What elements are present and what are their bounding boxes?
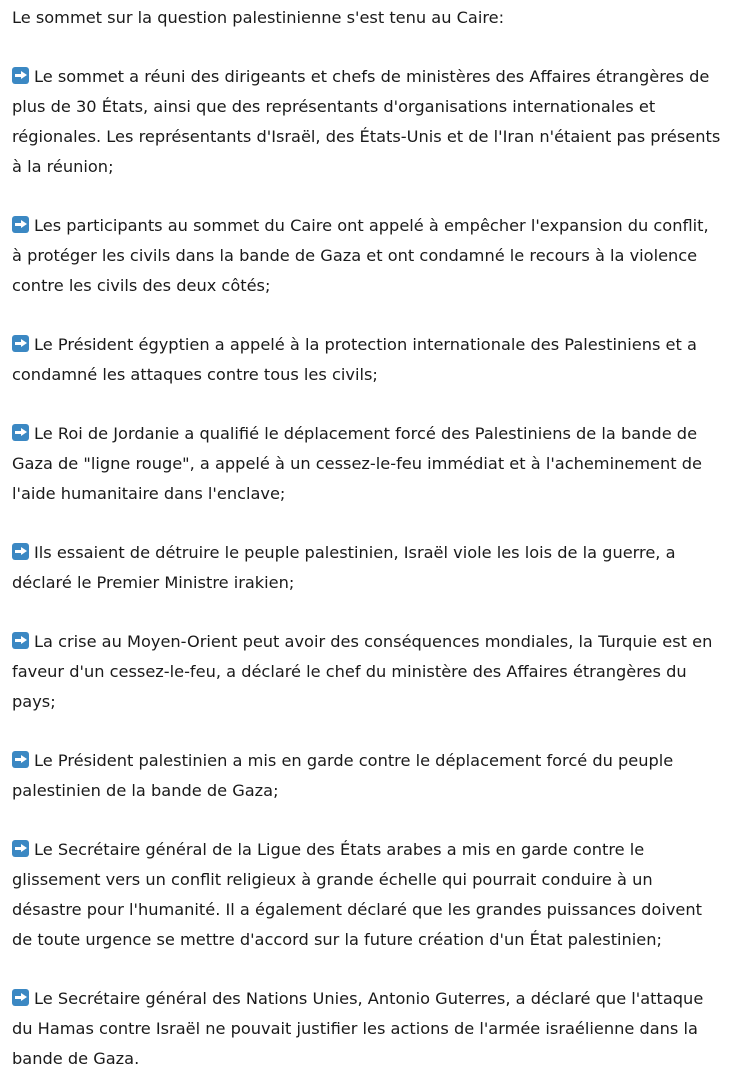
list-item-text: Le Secrétaire général des Nations Unies, Antonio Guterres, a déclaré que l'attaque du Hamas contre Israël ne pouvait justifier les actions de l'armée israélienne dans la bande de Gaza. [12, 989, 704, 1068]
right-arrow-icon [12, 543, 29, 560]
list-item-text: La crise au Moyen-Orient peut avoir des conséquences mondiales, la Turquie est en faveur d'un cessez-le-feu, a déclaré le chef du ministère des Affaires étrangères du pays; [12, 632, 713, 711]
post-intro: Le sommet sur la question palestinienne s'est tenu au Caire: [12, 8, 505, 27]
list-item-text: Le Secrétaire général de la Ligue des États arabes a mis en garde contre le glissement vers un conflit religieux à grande échelle qui pourrait conduire à un désastre pour l'humanité. Il a également déclaré que les grandes puissances doivent de toute urgence se mettre d'accord sur la future création d'un État palestinien; [12, 840, 702, 949]
list-item [12, 211, 723, 301]
list-item [12, 419, 723, 509]
list-item-text: Le sommet a réuni des dirigeants et chefs de ministères des Affaires étrangères de plus de 30 États, ainsi que des représentants d'organisations internationales et régionales. Les représentants d'Israël, des États-Unis et de l'Iran n'étaient pas présents à la réunion; [12, 67, 721, 176]
list-item [12, 627, 723, 717]
right-arrow-icon [12, 632, 29, 649]
list-item [12, 538, 723, 598]
list-item [12, 62, 723, 182]
right-arrow-icon [12, 989, 29, 1006]
right-arrow-icon [12, 840, 29, 857]
list-item-text: Le Président palestinien a mis en garde contre le déplacement forcé du peuple palestinien de la bande de Gaza; [12, 751, 674, 800]
right-arrow-icon [12, 216, 29, 233]
list-item [12, 984, 723, 1074]
right-arrow-icon [12, 335, 29, 352]
list-item [12, 330, 723, 390]
right-arrow-icon [12, 67, 29, 84]
list-item-text: Le Président égyptien a appelé à la protection internationale des Palestiniens et a condamné les attaques contre tous les civils; [12, 335, 697, 384]
list-item [12, 835, 723, 955]
list-item [12, 746, 723, 806]
list-item-text: Le Roi de Jordanie a qualifié le déplacement forcé des Palestiniens de la bande de Gaza de "ligne rouge", a appelé à un cessez-le-feu immédiat et à l'acheminement de l'aide humanitaire dans l'enclave; [12, 424, 703, 503]
right-arrow-icon [12, 751, 29, 768]
right-arrow-icon [12, 424, 29, 441]
list-item-text: Ils essaient de détruire le peuple palestinien, Israël viole les lois de la guerre, a déclaré le Premier Ministre irakien; [12, 543, 676, 592]
list-item-text: Les participants au sommet du Caire ont appelé à empêcher l'expansion du conflit, à protéger les civils dans la bande de Gaza et ont condamné le recours à la violence contre les civils des deux côtés; [12, 216, 709, 295]
